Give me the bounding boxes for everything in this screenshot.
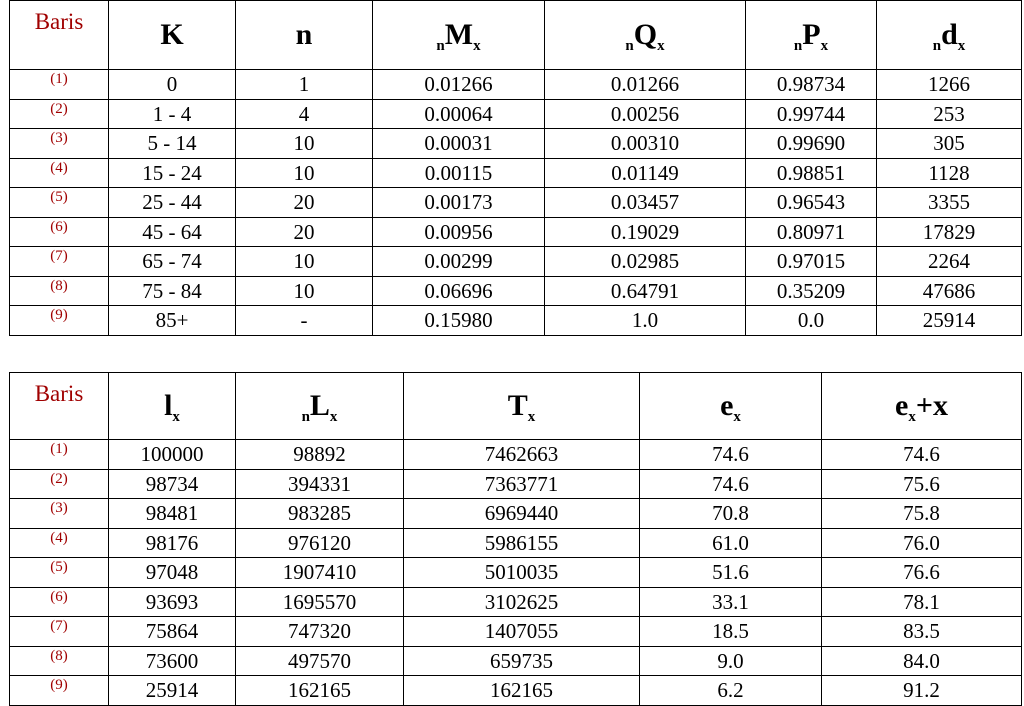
baris-header: Baris xyxy=(10,1,109,70)
table-row xyxy=(10,188,1022,218)
life-table-part-2 xyxy=(9,372,1022,706)
age-group-cell: 15 - 24 xyxy=(109,158,236,188)
life-expectancy-cell: 74.6 xyxy=(640,440,822,470)
interval-length-cell: 10 xyxy=(236,158,373,188)
life-expectancy-cell: 74.6 xyxy=(640,469,822,499)
survivors-cell: 25914 xyxy=(109,676,236,706)
death-probability-cell: 0.64791 xyxy=(545,276,746,306)
deaths-header xyxy=(877,1,1022,70)
expected-age-cell: 91.2 xyxy=(822,676,1022,706)
deaths-cell: 47686 xyxy=(877,276,1022,306)
survival-probability-cell: 0.99690 xyxy=(746,129,877,159)
row-number-cell: (9) xyxy=(10,676,109,706)
age-group-cell: 0 xyxy=(109,70,236,100)
total-person-years-cell: 6969440 xyxy=(404,499,640,529)
interval-length-cell: 10 xyxy=(236,276,373,306)
person-years-prefix: n xyxy=(301,409,310,425)
age-group-cell: 1 - 4 xyxy=(109,99,236,129)
person-years-symbol: L xyxy=(309,389,330,422)
survival-probability-cell: 0.35209 xyxy=(746,276,877,306)
deaths-symbol: d xyxy=(941,18,958,51)
person-years-cell: 394331 xyxy=(236,469,404,499)
row-number-cell: (4) xyxy=(10,158,109,188)
life-expectancy-cell: 18.5 xyxy=(640,617,822,647)
mortality-rate-cell: 0.00956 xyxy=(373,217,545,247)
row-number-cell: (2) xyxy=(10,99,109,129)
age-group-cell: 5 - 14 xyxy=(109,129,236,159)
survival-probability-header xyxy=(746,1,877,70)
life-expectancy-cell: 70.8 xyxy=(640,499,822,529)
survivors-cell: 98734 xyxy=(109,469,236,499)
expected-age-symbol: e xyxy=(895,389,909,422)
baris-header: Baris xyxy=(10,373,109,440)
mortality-rate-cell: 0.06696 xyxy=(373,276,545,306)
row-number-cell: (5) xyxy=(10,188,109,218)
interval-length-cell: 1 xyxy=(236,70,373,100)
expected-age-cell: 83.5 xyxy=(822,617,1022,647)
mortality-rate-prefix: n xyxy=(436,38,445,54)
interval-length-cell: 10 xyxy=(236,129,373,159)
person-years-cell: 1695570 xyxy=(236,587,404,617)
table-row xyxy=(10,558,1022,588)
row-number-cell: (1) xyxy=(10,440,109,470)
survival-probability-subscript: x xyxy=(820,38,829,54)
death-probability-cell: 0.19029 xyxy=(545,217,746,247)
mortality-rate-symbol: M xyxy=(444,18,474,51)
person-years-header xyxy=(236,373,404,440)
deaths-prefix: n xyxy=(932,38,942,54)
death-probability-cell: 0.01266 xyxy=(545,70,746,100)
interval-length-header-text: n xyxy=(295,18,313,51)
deaths-cell: 2264 xyxy=(877,247,1022,277)
mortality-rate-header xyxy=(373,1,545,70)
table-row xyxy=(10,306,1022,336)
expected-age-cell: 78.1 xyxy=(822,587,1022,617)
mortality-rate-cell: 0.00064 xyxy=(373,99,545,129)
life-expectancy-symbol: e xyxy=(720,389,734,422)
row-number-cell: (1) xyxy=(10,70,109,100)
total-person-years-cell: 5010035 xyxy=(404,558,640,588)
age-group-cell: 85+ xyxy=(109,306,236,336)
death-probability-cell: 0.02985 xyxy=(545,247,746,277)
interval-length-cell: - xyxy=(236,306,373,336)
deaths-cell: 25914 xyxy=(877,306,1022,336)
survivors-cell: 97048 xyxy=(109,558,236,588)
survival-probability-cell: 0.96543 xyxy=(746,188,877,218)
table-row xyxy=(10,99,1022,129)
death-probability-cell: 0.01149 xyxy=(545,158,746,188)
life-expectancy-header xyxy=(640,373,822,440)
row-number-cell: (9) xyxy=(10,306,109,336)
table1-header-row xyxy=(10,1,1022,70)
expected-age-tail: +x xyxy=(915,389,948,422)
interval-length-cell: 10 xyxy=(236,247,373,277)
total-person-years-cell: 162165 xyxy=(404,676,640,706)
deaths-cell: 305 xyxy=(877,129,1022,159)
death-probability-prefix: n xyxy=(625,38,634,54)
table-row xyxy=(10,528,1022,558)
expected-age-subscript: x xyxy=(908,409,916,425)
age-group-cell: 25 - 44 xyxy=(109,188,236,218)
row-number-cell: (8) xyxy=(10,646,109,676)
age-group-header-text: K xyxy=(160,18,184,51)
table-row xyxy=(10,617,1022,647)
death-probability-cell: 0.03457 xyxy=(545,188,746,218)
mortality-rate-cell: 0.00031 xyxy=(373,129,545,159)
survival-probability-cell: 0.99744 xyxy=(746,99,877,129)
survival-probability-cell: 0.80971 xyxy=(746,217,877,247)
survivors-header xyxy=(109,373,236,440)
deaths-cell: 17829 xyxy=(877,217,1022,247)
death-probability-header xyxy=(545,1,746,70)
survivors-subscript: x xyxy=(172,409,180,425)
deaths-cell: 1266 xyxy=(877,70,1022,100)
row-number-cell: (3) xyxy=(10,129,109,159)
person-years-cell: 983285 xyxy=(236,499,404,529)
age-group-cell: 75 - 84 xyxy=(109,276,236,306)
table-row xyxy=(10,70,1022,100)
person-years-cell: 1907410 xyxy=(236,558,404,588)
expected-age-cell: 74.6 xyxy=(822,440,1022,470)
death-probability-cell: 1.0 xyxy=(545,306,746,336)
life-expectancy-cell: 61.0 xyxy=(640,528,822,558)
survivors-cell: 98481 xyxy=(109,499,236,529)
interval-length-cell: 20 xyxy=(236,188,373,218)
table2-header-row xyxy=(10,373,1022,440)
interval-length-header xyxy=(236,1,373,70)
row-number-cell: (7) xyxy=(10,247,109,277)
death-probability-cell: 0.00256 xyxy=(545,99,746,129)
interval-length-cell: 20 xyxy=(236,217,373,247)
life-expectancy-cell: 33.1 xyxy=(640,587,822,617)
table-row xyxy=(10,676,1022,706)
survival-probability-symbol: P xyxy=(802,18,821,51)
total-person-years-cell: 7363771 xyxy=(404,469,640,499)
total-person-years-subscript: x xyxy=(527,409,536,425)
survivors-cell: 73600 xyxy=(109,646,236,676)
life-expectancy-subscript: x xyxy=(733,409,741,425)
table-row xyxy=(10,469,1022,499)
row-number-cell: (3) xyxy=(10,499,109,529)
table-row xyxy=(10,158,1022,188)
person-years-cell: 162165 xyxy=(236,676,404,706)
table-row xyxy=(10,276,1022,306)
row-number-cell: (7) xyxy=(10,617,109,647)
survivors-symbol: l xyxy=(164,389,173,422)
life-table-part-1 xyxy=(9,0,1022,336)
person-years-cell: 497570 xyxy=(236,646,404,676)
expected-age-cell: 75.8 xyxy=(822,499,1022,529)
mortality-rate-cell: 0.00115 xyxy=(373,158,545,188)
total-person-years-cell: 1407055 xyxy=(404,617,640,647)
life-expectancy-cell: 9.0 xyxy=(640,646,822,676)
expected-age-cell: 76.6 xyxy=(822,558,1022,588)
survivors-cell: 93693 xyxy=(109,587,236,617)
death-probability-symbol: Q xyxy=(633,18,658,51)
survival-probability-cell: 0.98734 xyxy=(746,70,877,100)
table-row xyxy=(10,587,1022,617)
survival-probability-cell: 0.97015 xyxy=(746,247,877,277)
survival-probability-cell: 0.0 xyxy=(746,306,877,336)
row-number-cell: (2) xyxy=(10,469,109,499)
total-person-years-cell: 7462663 xyxy=(404,440,640,470)
table-row xyxy=(10,499,1022,529)
total-person-years-cell: 659735 xyxy=(404,646,640,676)
expected-age-cell: 84.0 xyxy=(822,646,1022,676)
person-years-subscript: x xyxy=(329,409,338,425)
life-expectancy-cell: 6.2 xyxy=(640,676,822,706)
row-number-cell: (6) xyxy=(10,217,109,247)
life-expectancy-cell: 51.6 xyxy=(640,558,822,588)
row-number-cell: (4) xyxy=(10,528,109,558)
table-row xyxy=(10,129,1022,159)
deaths-subscript: x xyxy=(957,38,966,54)
deaths-cell: 253 xyxy=(877,99,1022,129)
expected-age-cell: 76.0 xyxy=(822,528,1022,558)
table-row xyxy=(10,440,1022,470)
person-years-cell: 98892 xyxy=(236,440,404,470)
survivors-cell: 98176 xyxy=(109,528,236,558)
total-person-years-cell: 5986155 xyxy=(404,528,640,558)
survivors-cell: 100000 xyxy=(109,440,236,470)
age-group-header xyxy=(109,1,236,70)
row-number-cell: (6) xyxy=(10,587,109,617)
table-row xyxy=(10,247,1022,277)
survival-probability-cell: 0.98851 xyxy=(746,158,877,188)
death-probability-subscript: x xyxy=(657,38,665,54)
survival-probability-prefix: n xyxy=(793,38,803,54)
person-years-cell: 976120 xyxy=(236,528,404,558)
expected-age-header xyxy=(822,373,1022,440)
mortality-rate-cell: 0.00173 xyxy=(373,188,545,218)
mortality-rate-cell: 0.15980 xyxy=(373,306,545,336)
deaths-cell: 1128 xyxy=(877,158,1022,188)
row-number-cell: (8) xyxy=(10,276,109,306)
mortality-rate-cell: 0.01266 xyxy=(373,70,545,100)
row-number-cell: (5) xyxy=(10,558,109,588)
expected-age-cell: 75.6 xyxy=(822,469,1022,499)
mortality-rate-cell: 0.00299 xyxy=(373,247,545,277)
table-row xyxy=(10,646,1022,676)
deaths-cell: 3355 xyxy=(877,188,1022,218)
table-row xyxy=(10,217,1022,247)
death-probability-cell: 0.00310 xyxy=(545,129,746,159)
total-person-years-symbol: T xyxy=(507,389,528,422)
interval-length-cell: 4 xyxy=(236,99,373,129)
survivors-cell: 75864 xyxy=(109,617,236,647)
age-group-cell: 65 - 74 xyxy=(109,247,236,277)
mortality-rate-subscript: x xyxy=(473,38,481,54)
person-years-cell: 747320 xyxy=(236,617,404,647)
age-group-cell: 45 - 64 xyxy=(109,217,236,247)
total-person-years-header xyxy=(404,373,640,440)
total-person-years-cell: 3102625 xyxy=(404,587,640,617)
